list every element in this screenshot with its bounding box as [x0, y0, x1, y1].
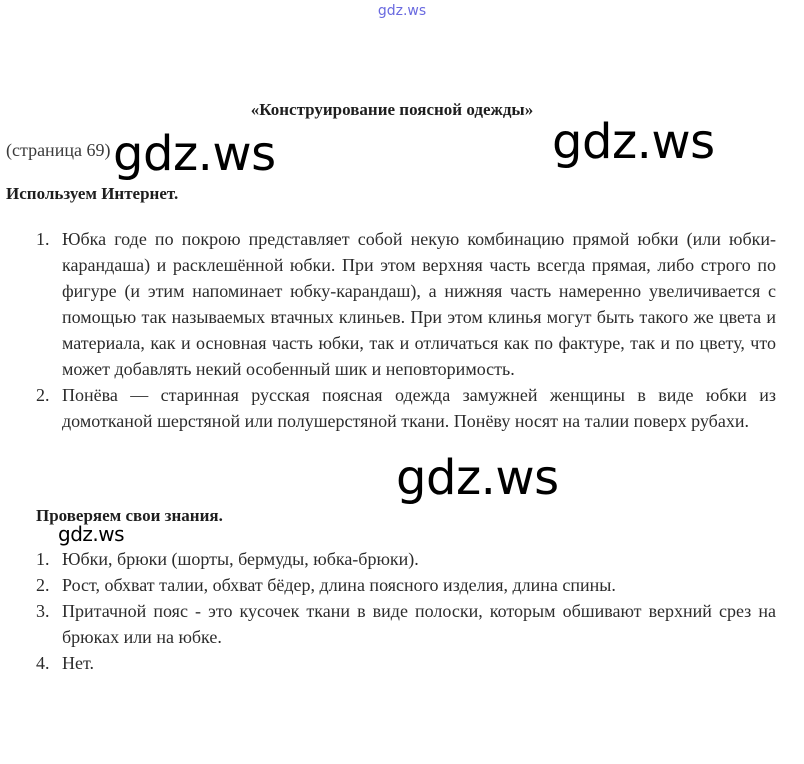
page-reference: (страница 69) — [6, 140, 111, 160]
watermark: gdz.ws — [113, 126, 276, 182]
list-item — [36, 572, 776, 598]
watermark: gdz.ws — [58, 522, 125, 546]
list-item — [36, 226, 776, 382]
list-item — [36, 546, 776, 572]
item-text: Рост, обхват талии, обхват бёдер, длина поясного изделия, длина спины. — [62, 575, 616, 595]
item-text: Понёва — старинная русская поясная одежда замужней женщины в виде юбки из домотканой шерстяной или полушерстяной ткани. Понёву носят на талии поверх рубахи. — [62, 385, 776, 431]
section-heading-knowledge: Проверяем свои знания. — [36, 506, 223, 525]
section-heading-internet: Используем Интернет. — [6, 184, 179, 203]
item-text: Притачной пояс - это кусочек ткани в виде полоски, которым обшивают верхний срез на брюках или на юбке. — [62, 601, 776, 647]
watermark: gdz.ws — [552, 114, 715, 170]
item-number: 2. — [36, 385, 50, 405]
watermark: gdz.ws — [396, 450, 559, 506]
site-tag-link[interactable]: gdz.ws — [377, 3, 427, 19]
item-number: 1. — [36, 229, 50, 249]
list-item — [36, 650, 776, 676]
item-text: Юбка годе по покрою представляет собой некую комбинацию прямой юбки (или юбки-карандаша) и расклешённой юбки. При этом верхняя часть всегда прямая, либо строго по фигуре (и этим напоминает юбку-карандаш), а нижняя часть намеренно увеличивается с помощью так называемых втачных клиньев. При этом клинья могут быть такого же цвета и материала, как и основная часть юбки, так и отличаться как по фактуре, так и по цвету, что может добавлять некий особенный шик и неповторимость. — [62, 229, 776, 379]
knowledge-answers-list — [36, 546, 776, 676]
item-text: Нет. — [62, 653, 95, 673]
list-item — [36, 598, 776, 650]
item-number: 2. — [36, 575, 50, 595]
item-text: Юбки, брюки (шорты, бермуды, юбка-брюки). — [62, 549, 419, 569]
item-number: 1. — [36, 549, 50, 569]
list-item — [36, 382, 776, 434]
item-number: 3. — [36, 601, 50, 621]
item-number: 4. — [36, 653, 50, 673]
document-title: «Конструирование поясной одежды» — [250, 100, 534, 119]
internet-answers-list — [36, 226, 776, 434]
